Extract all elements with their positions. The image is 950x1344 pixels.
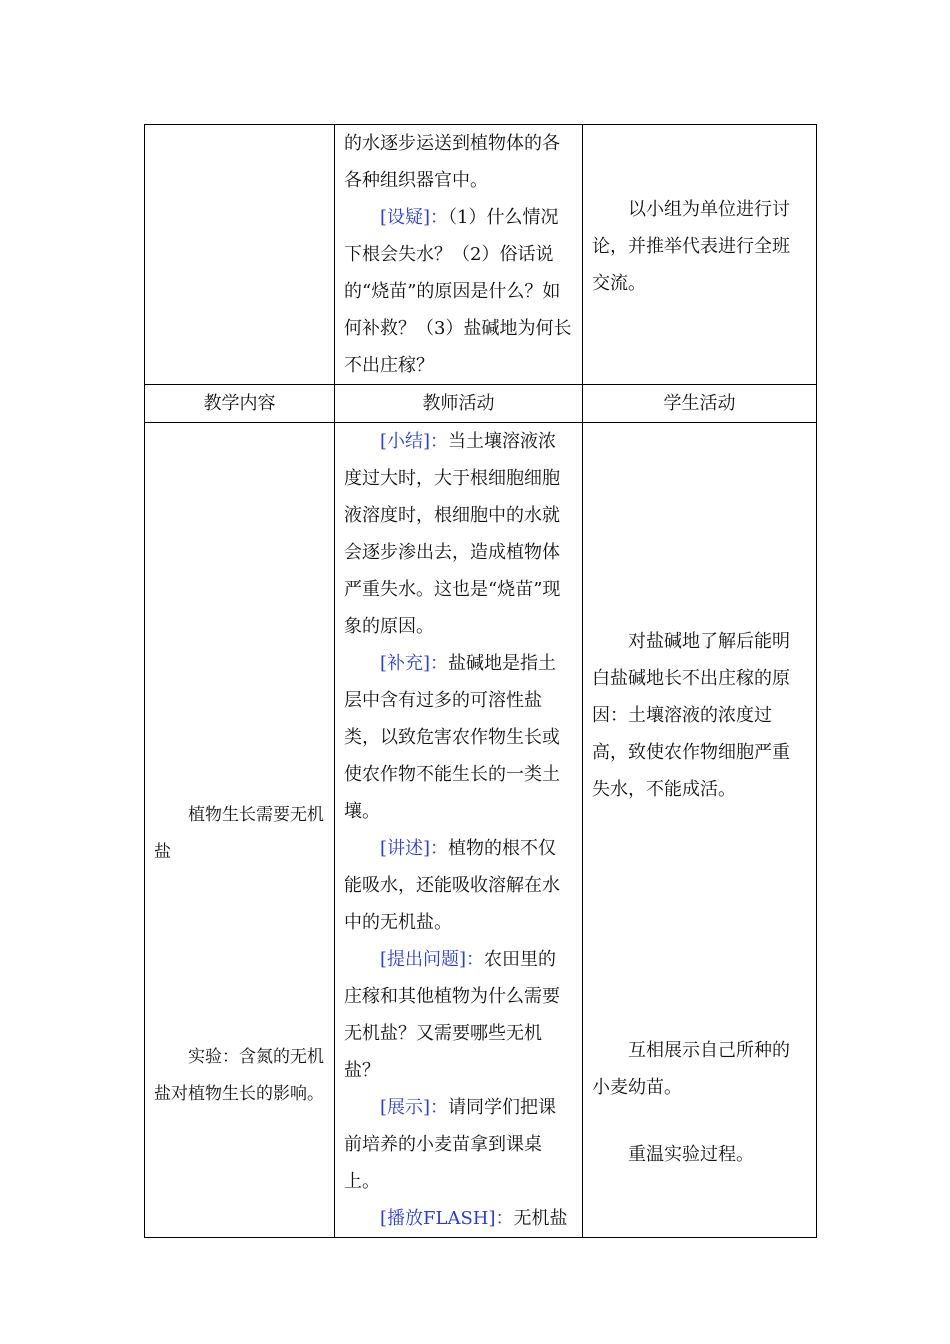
teacher-paragraph-show: [展示]：请同学们把课前培养的小麦苗拿到课桌上。: [344, 1097, 557, 1192]
teacher-paragraph-narration: [讲述]：植物的根不仅能吸水，还能吸收溶解在水中的无机盐。: [344, 838, 560, 933]
teacher-paragraph-flash: [播放FLASH]：无机盐: [380, 1208, 568, 1229]
teacher-paragraph-supplement: [补充]：盐碱地是指土层中含有过多的可溶性盐类，以致危害农作物生长或使农作物不能生长的一类土壤。: [344, 653, 560, 822]
teacher-paragraph-question: [提出问题]：农田里的庄稼和其他植物为什么需要无机盐？又需要哪些无机盐？: [344, 949, 560, 1081]
paragraph-tag: [播放FLASH]：: [380, 1208, 514, 1229]
header-student-activity: 学生活动: [583, 385, 817, 423]
teacher-paragraph: [设疑]：（1）什么情况下根会失水？（2）俗话说的“烧苗”的原因是什么？如何补救？（3）盐碱地为何长不出庄稼？: [344, 207, 572, 376]
paragraph-tag: [展示]：: [380, 1097, 449, 1118]
teacher-activity-cell: [335, 423, 583, 1238]
paragraph-tag: [补充]：: [380, 653, 449, 674]
topic-nitrogen-experiment: 实验：含氮的无机盐对植物生长的影响。: [154, 1047, 324, 1104]
table-header-row: [145, 385, 817, 423]
table-row-main: [145, 423, 817, 1238]
student-activity-cell: [583, 423, 817, 1238]
teacher-paragraph-summary: [小结]：当土壤溶液浓度过大时，大于根细胞细胞液溶度时，根细胞中的水就会逐步渗出去，造成植物体严重失水。这也是“烧苗”现象的原因。: [344, 431, 561, 637]
student-paragraph-saline: 对盐碱地了解后能明白盐碱地长不出庄稼的原因：土壤溶液的浓度过高，致使农作物细胞严重失水，不能成活。: [592, 631, 790, 800]
lesson-plan-table: [144, 124, 817, 1238]
paragraph-tag: [讲述]：: [380, 838, 449, 859]
content-cell: [145, 423, 335, 1238]
header-teacher-activity: 教师活动: [335, 385, 583, 423]
content-cell-empty: [145, 125, 335, 385]
paragraph-tag: [设疑]：: [380, 207, 449, 228]
paragraph-tag: [提出问题]：: [380, 949, 485, 970]
teacher-paragraph: 的水逐步运送到植物体的各各种组织器官中。: [344, 133, 560, 191]
topic-plant-needs-minerals: 植物生长需要无机盐: [154, 805, 324, 862]
student-activity-cell: [583, 125, 817, 385]
student-paragraph-review: 重温实验过程。: [628, 1144, 754, 1165]
header-teaching-content: 教学内容: [145, 385, 335, 423]
table-row-continued: [145, 125, 817, 385]
teacher-activity-cell: [335, 125, 583, 385]
student-paragraph: 以小组为单位进行讨论，并推举代表进行全班交流。: [592, 199, 790, 294]
paragraph-tag: [小结]：: [380, 431, 449, 452]
student-paragraph-show-seedlings: 互相展示自己所种的小麦幼苗。: [592, 1040, 790, 1098]
